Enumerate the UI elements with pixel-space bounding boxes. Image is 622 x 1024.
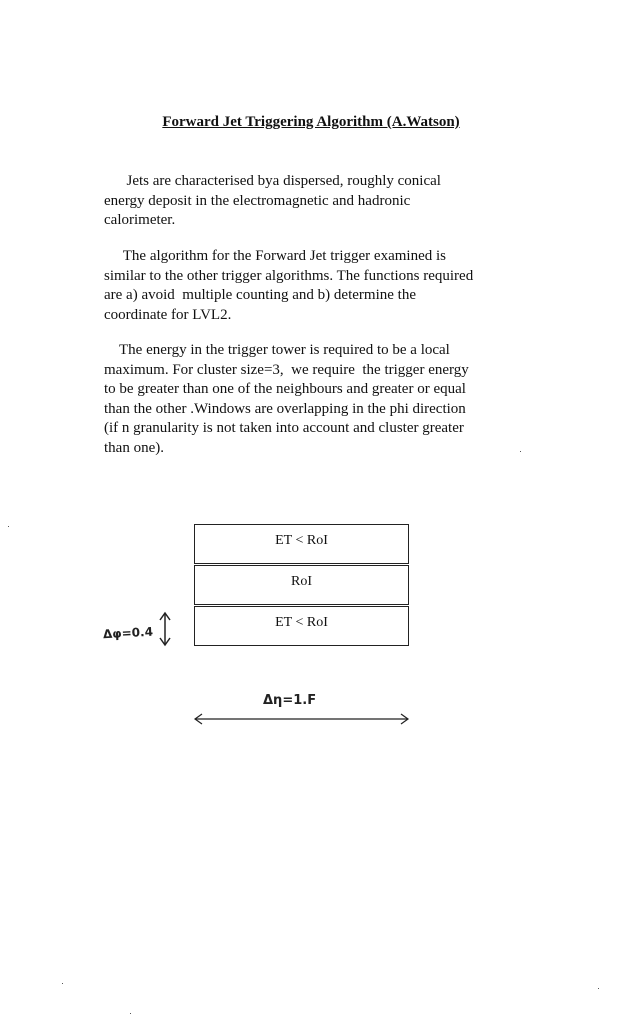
diagram-cell-bottom-label: ET < RoI [275, 615, 328, 630]
paragraph-intro: Jets are characterised bya dispersed, roughly conical energy deposit in the electromagnetic and hadronic calorimeter. [104, 173, 441, 228]
paragraph-algorithm: The algorithm for the Forward Jet trigger examined is similar to the other trigger algorithms. The functions required are a) avoid multiple counting and b) determine the coordinate for LVL2. [104, 248, 474, 323]
delta-phi-annotation: Δφ=0.4 [102, 624, 154, 642]
scan-speck [598, 988, 599, 989]
document-title: Forward Jet Triggering Algorithm (A.Watson) [162, 114, 460, 130]
delta-eta-annotation: Δη=1.F [263, 693, 317, 708]
diagram-cell-middle-label: RoI [291, 574, 312, 589]
scan-speck [130, 1013, 131, 1014]
diagram-cell-top-label: ET < RoI [275, 533, 328, 548]
scan-speck [62, 983, 63, 984]
paragraph-local-maximum: The energy in the trigger tower is required to be a local maximum. For cluster size=3, we require the trigger energy to be greater than one of the neighbours and greater or equal than the other .Windows are overlapping in the phi direction (if n granularity is not taken into account and cluster greater than one). [104, 342, 469, 456]
vertical-double-arrow-icon [160, 613, 170, 645]
horizontal-double-arrow-icon [195, 714, 408, 724]
scan-speck [520, 451, 521, 452]
scan-speck [8, 526, 9, 527]
